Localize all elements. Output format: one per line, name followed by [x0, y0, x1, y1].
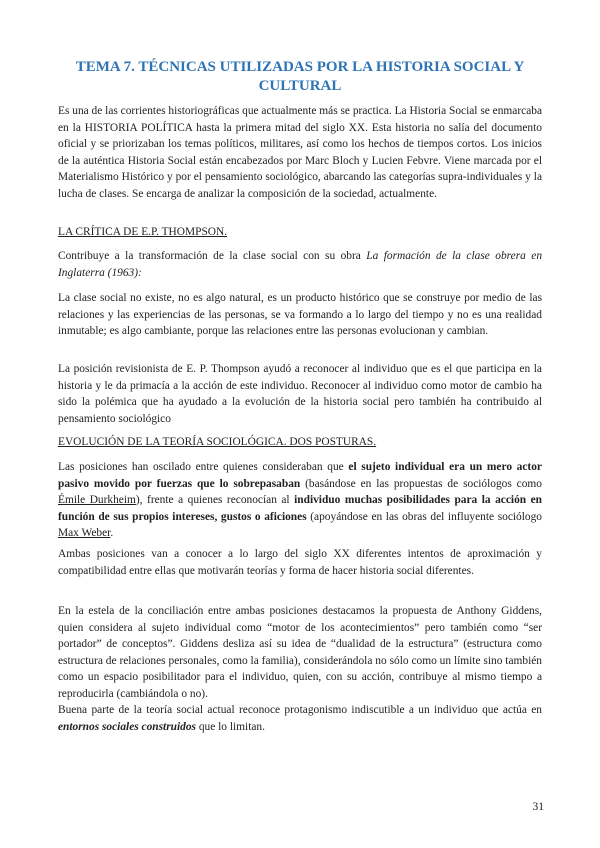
durkheim-link[interactable]: Émile Durkheim: [58, 494, 136, 507]
thompson-paragraph-2: La clase social no existe, no es algo natural, es un producto histórico que se construye por medio de las relaciones y las experiencias de las personas, se va formando a lo largo del tiempo y no es una realidad inmutable; es algo cambiante, porque las relaciones entre las personas evolucionan y cambian.: [58, 292, 542, 338]
evolucion-paragraph-4: [58, 702, 542, 735]
text-run: Contribuye a la transformación de la clase social con su obra: [58, 250, 367, 262]
weber-link[interactable]: Max Weber: [58, 527, 111, 540]
evolucion-paragraph-1: [58, 459, 542, 542]
page-title: TEMA 7. TÉCNICAS UTILIZADAS POR LA HISTORIA SOCIAL Y CULTURAL: [75, 59, 525, 94]
text-run: (apoyándose en las obras del influyente sociólogo: [306, 510, 542, 523]
bold-run: individuo muchas posibilidades para la acción en función de sus propios intereses, gustos o aficiones: [58, 494, 542, 523]
text-run: Las posiciones han oscilado entre quienes consideraban que: [58, 461, 349, 473]
section-heading-thompson: LA CRÍTICA DE E.P. THOMPSON.: [58, 226, 228, 238]
evolucion-paragraph-2: Ambas posiciones van a conocer a lo largo del siglo XX diferentes intentos de aproximación y compatibilidad entre ellas que motivarán teorías y forma de hacer historia social diferentes.: [58, 548, 542, 577]
book-title: La formación de la clase obrera en Inglaterra (1963):: [58, 250, 543, 279]
text-run: que lo limitan.: [195, 720, 265, 733]
text-run: Buena parte de la teoría social actual reconoce protagonismo indiscutible a un individuo que actúa en: [58, 704, 542, 716]
intro-paragraph: Es una de las corrientes historiográficas que actualmente más se practica. La Historia Social se enmarcaba en la HISTORIA POLÍTICA hasta la primera mitad del siglo XX. Esta historia no salía del documento oficial y se priorizaban los temas políticos, militares, así como los hechos de tiempos cortos. Los inicios de la auténtica Historia Social están encabezados por Marc Bloch y Lucien Febvre. Viene marcada por el Materialismo Histórico y por el pensamiento sociológico, abarcando las categorías supra-individuales y la lucha de clases. Se encarga de analizar la composición de la sociedad, actualmente.: [58, 105, 542, 200]
text-run: ), frente a quienes reconocían al: [135, 494, 295, 507]
emphasis-run: [58, 721, 196, 733]
section-heading-evolucion: EVOLUCIÓN DE LA TEORÍA SOCIOLÓGICA. DOS POSTURAS.: [58, 436, 377, 448]
text-run: (basándose en las propuestas de sociólogos como: [300, 477, 542, 490]
thompson-paragraph-3: La posición revisionista de E. P. Thompson ayudó a reconocer al individuo que es el que participa en la historia y le da primacía a la acción de este individuo. Reconocer al individuo como motor de cambio ha sido la polémica que ha ayudado a la evolución de la historia social pero también ha contribuido al pensamiento sociológico: [58, 363, 542, 425]
bold-run: el sujeto individual era un mero actor pasivo movido por fuerzas que lo sobrepasaban: [58, 461, 542, 490]
evolucion-paragraph-3: En la estela de la conciliación entre ambas posiciones destacamos la propuesta de Anthony Giddens, quien considera al sujeto individual como “motor de los acontecimientos” pero también como “ser portador” de conceptos”. Giddens desliza así su idea de “dualidad de la estructura” (estructura como estructura de relaciones personales, como la familia), considerándola no sólo como un límite sino también como un espacio posibilitador para el individuo, quien, con su acción, contribuye al mismo tiempo a reproducirla (cambiándola o no).: [58, 605, 542, 700]
text-run: .: [110, 527, 114, 540]
emphasis-bold: entornos sociales construidos: [58, 720, 196, 733]
thompson-paragraph-1: [58, 248, 542, 281]
page-number: 31: [532, 801, 544, 813]
